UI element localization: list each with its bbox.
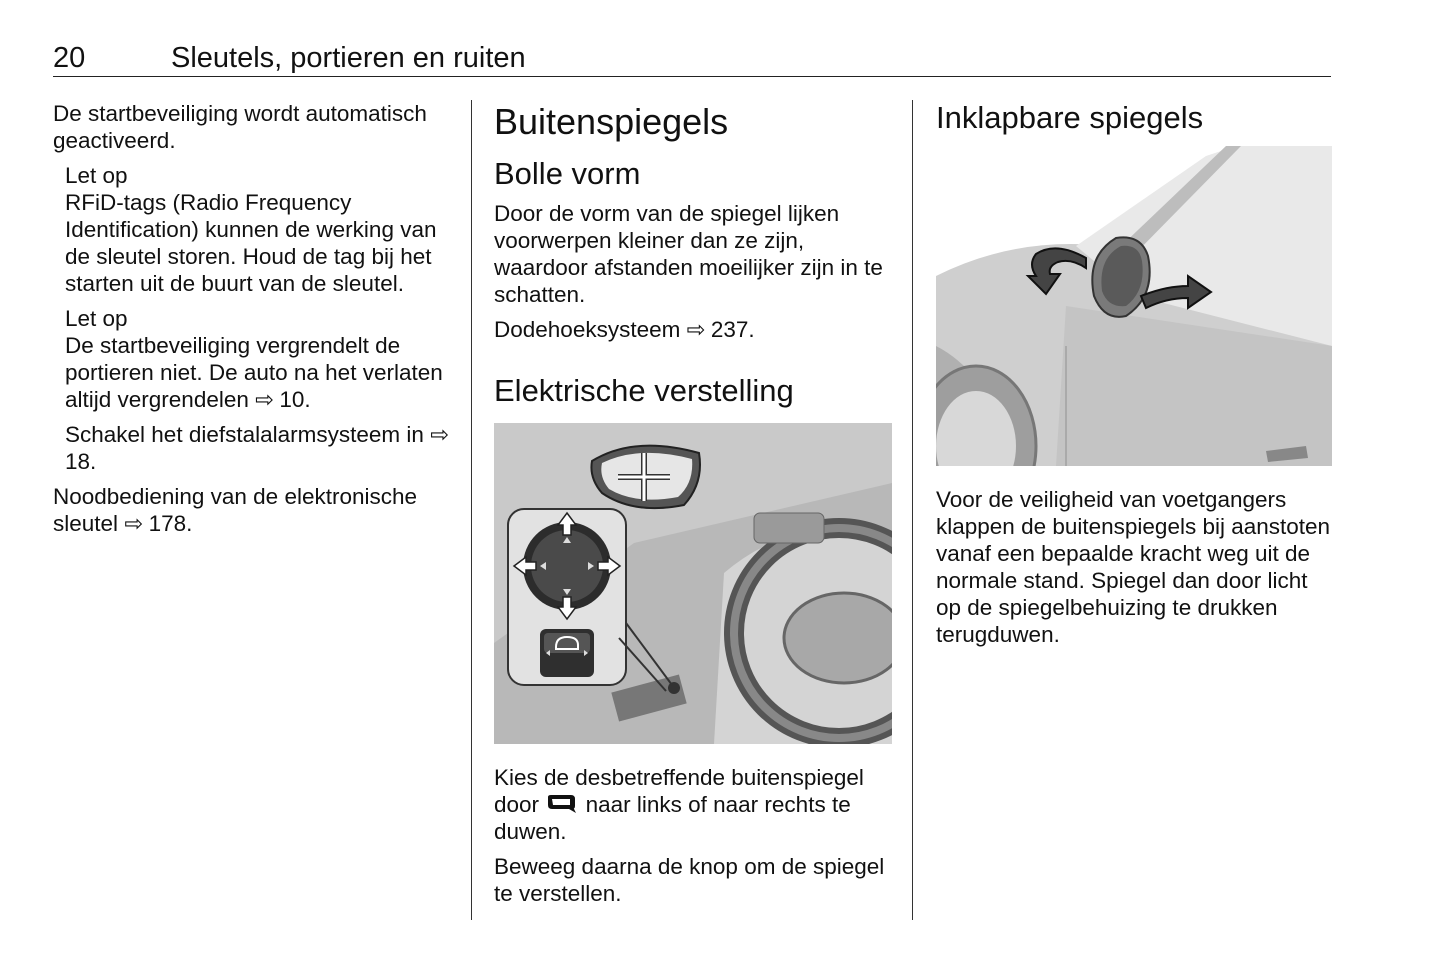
note-text — [65, 332, 455, 413]
paragraph-body: Kies de desbetreffende buitenspiegel door — [494, 765, 864, 817]
reference-arrow-icon: ⇨ — [124, 511, 144, 536]
section-title: Buitenspiegels — [494, 101, 729, 142]
note — [65, 162, 455, 297]
reference-arrow-icon: ⇨ — [430, 422, 450, 447]
reference-arrow-icon: ⇨ — [255, 387, 274, 412]
paragraph-body: Noodbediening van de elektronische sleutel — [53, 484, 418, 536]
column-left — [53, 100, 455, 545]
column-middle — [494, 100, 894, 915]
note-label: Let op — [65, 163, 128, 188]
page-number: 20 — [53, 42, 86, 74]
paragraph: Door de vorm van de spiegel lijken voorwerpen kleiner dan ze zijn, waardoor afstanden moeilijker zijn in te schatten. — [494, 201, 883, 307]
folding-mirror-illustration — [936, 146, 1332, 466]
paragraph-body: Dodehoeksysteem — [494, 317, 681, 342]
page-reference[interactable]: 18. — [65, 449, 97, 474]
note — [65, 305, 455, 413]
note-label: Let op — [65, 306, 128, 331]
paragraph — [53, 483, 455, 537]
paragraph — [494, 316, 894, 343]
reference-arrow-icon: ⇨ — [686, 317, 706, 342]
paragraph: Beweeg daarna de knop om de spiegel te verstellen. — [494, 854, 885, 906]
column-divider — [471, 100, 472, 920]
page-reference[interactable]: 10. — [279, 387, 311, 412]
subsection-title: Inklapbare spiegels — [936, 100, 1204, 135]
page-reference[interactable]: 237. — [710, 317, 755, 342]
paragraph: Voor de veiligheid van voetgangers klappen de buitenspiegels bij aanstoten vanaf een bepaalde kracht weg uit de normale stand. Spiegel dan door licht op de spiegelbehuizing te drukken terugduwen. — [936, 487, 1331, 647]
note-text-body: De startbeveiliging vergrendelt de portieren niet. De auto na het verlaten altijd vergrendelen — [65, 333, 443, 412]
note — [65, 421, 455, 475]
subsection-title: Elektrische verstelling — [494, 373, 794, 408]
column-divider — [912, 100, 913, 920]
running-head: Sleutels, portieren en ruiten — [171, 42, 526, 74]
paragraph-body: naar links of naar rechts te duwen. — [494, 792, 851, 844]
page-header — [53, 40, 1331, 77]
note-text — [65, 421, 455, 475]
paragraph — [494, 764, 894, 845]
column-right — [936, 100, 1336, 656]
subsection-title: Bolle vorm — [494, 156, 641, 191]
mirror-select-icon — [545, 793, 579, 815]
note-text-body: Schakel het diefstalalarmsysteem in — [65, 422, 424, 447]
page-reference[interactable]: 178. — [148, 511, 193, 536]
note-text: RFiD-tags (Radio Frequency Identification) kunnen de werking van de sleutel storen. Houd de tag bij het starten uit de buurt van de sleutel. — [65, 190, 437, 296]
paragraph: De startbeveiliging wordt automatisch geactiveerd. — [53, 101, 427, 153]
mirror-control-illustration — [494, 423, 892, 744]
